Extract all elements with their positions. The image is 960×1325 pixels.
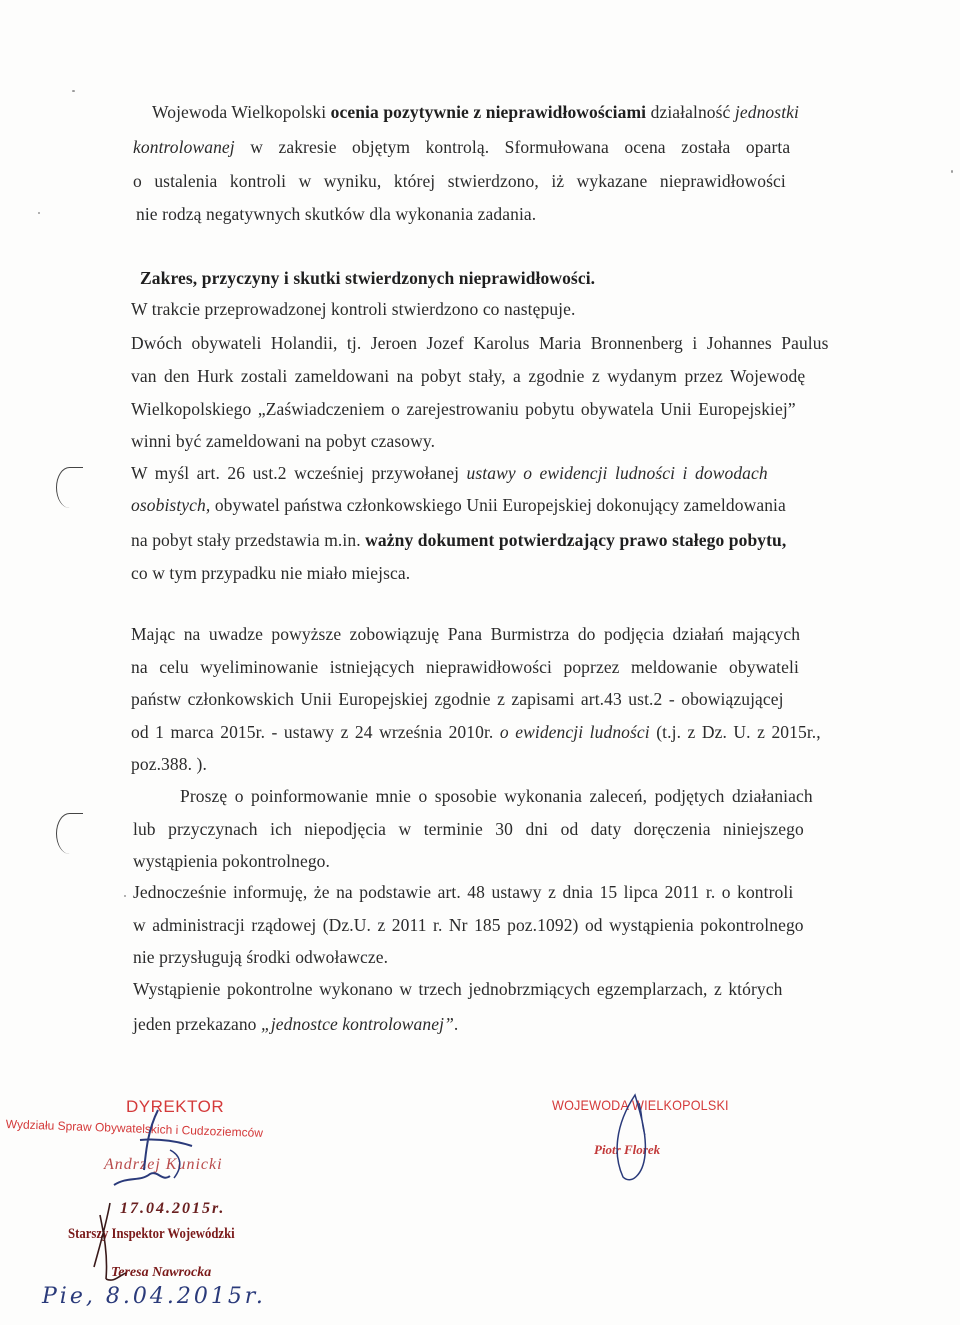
director-signature	[100, 1090, 280, 1210]
text: w zakresie objętym kontrolą. Sformułowana ocena została oparta	[234, 137, 791, 157]
text: od 1 marca 2015r. - ustawy z 24 września 2010r.	[131, 722, 500, 742]
bold-text: ważny dokument potwierdzający prawo stałego pobytu,	[365, 530, 787, 550]
text: poz.388. ).	[131, 754, 207, 774]
voivode-stamp-title: WOJEWODA WIELKOPOLSKI	[552, 1097, 729, 1113]
scan-speck	[72, 90, 75, 92]
italic-text: jednostki	[734, 102, 799, 122]
text: Dwóch obywateli Holandii, tj. Jeroen Jozef Karolus Maria Bronnenberg i Johannes Paulus	[131, 333, 829, 353]
voivode-signature	[595, 1085, 685, 1195]
text: .	[453, 1014, 459, 1034]
text: jeden przekazano	[133, 1014, 262, 1034]
paragraph-4-line-4	[131, 562, 410, 584]
text: państw członkowskich Unii Europejskiej zgodnie z zapisami art.43 ust.2 - obowiązującej	[131, 689, 784, 709]
inspector-stamp-name: Teresa Nawrocka	[111, 1265, 212, 1280]
text: na celu wyeliminowanie istniejących nieprawidłowości poprzez meldowanie obywateli	[131, 657, 799, 677]
text: wystąpienia pokontrolnego.	[133, 851, 331, 871]
paragraph-1-line-1	[152, 101, 799, 123]
paragraph-8-line-1	[133, 978, 783, 1000]
paragraph-6-line-3	[133, 850, 330, 872]
director-stamp-title: DYREKTOR	[126, 1097, 225, 1116]
handwritten-date-2: Pie, 8.04.2015r.	[42, 1284, 266, 1309]
heading-text: Zakres, przyczyny i skutki stwierdzonych nieprawidłowości.	[140, 268, 596, 288]
paragraph-5-line-5	[131, 753, 207, 775]
paragraph-2	[131, 298, 575, 320]
paragraph-5-line-2	[131, 656, 799, 678]
text: nie rodzą negatywnych skutków dla wykonania zadania.	[136, 204, 537, 224]
paragraph-5-line-4	[131, 721, 821, 743]
punch-hole-mark-bottom	[56, 813, 83, 854]
paragraph-8-line-2	[133, 1013, 458, 1035]
italic-text: kontrolowanej	[133, 137, 235, 157]
text: o ustalenia kontroli w wyniku, której stwierdzono, iż wykazane nieprawidłowości	[133, 171, 786, 191]
text: nie przysługują środki odwoławcze.	[133, 947, 389, 967]
paragraph-6-line-2	[133, 818, 804, 840]
paragraph-1-line-3	[133, 170, 786, 192]
paragraph-4-line-1	[131, 462, 768, 484]
paragraph-5-line-1	[131, 623, 800, 645]
text: Wielkopolskiego „Zaświadczeniem o zarejestrowaniu pobytu obywatela Unii Europejskiej”	[131, 399, 796, 419]
text: Mając na uwadze powyższe zobowiązuję Pana Burmistrza do podjęcia działań mających	[131, 624, 801, 644]
paragraph-6-line-1	[180, 785, 813, 807]
italic-text: o ewidencji ludności	[499, 722, 650, 742]
paragraph-3-line-4	[131, 430, 435, 452]
scan-speck	[951, 170, 953, 173]
paragraph-3-line-3	[131, 398, 796, 420]
text: Wojewoda Wielkopolski	[152, 102, 331, 122]
paragraph-7-line-1	[133, 881, 793, 903]
paragraph-3-line-1	[131, 332, 829, 354]
italic-text: ustawy o ewidencji ludności i dowodach	[466, 463, 768, 483]
text: Proszę o poinformowanie mnie o sposobie wykonania zaleceń, podjętych działaniach	[180, 786, 813, 806]
text: W myśl art. 26 ust.2 wcześniej przywołanej	[131, 463, 467, 483]
paragraph-4-line-2	[131, 494, 786, 516]
paragraph-1-line-4	[136, 203, 536, 225]
section-heading	[140, 267, 595, 289]
paragraph-7-line-2	[133, 914, 804, 936]
director-stamp-name: Andrzej Kunicki	[104, 1156, 223, 1173]
text: Jednocześnie informuję, że na podstawie art. 48 ustawy z dnia 15 lipca 2011 r. o kontroli	[133, 882, 794, 902]
paragraph-1-line-2	[133, 136, 839, 158]
text: na pobyt stały przedstawia m.in.	[131, 530, 366, 550]
text: obywatel państwa członkowskiego Unii Europejskiej dokonujący zameldowania	[210, 495, 786, 515]
director-stamp-department: Wydziału Spraw Obywatelskich i Cudzoziemców	[5, 1117, 264, 1140]
punch-hole-mark-top	[56, 467, 83, 508]
inspector-stamp-title: Starszy Inspektor Wojewódzki	[68, 1226, 235, 1242]
text: co w tym przypadku nie miało miejsca.	[131, 563, 411, 583]
italic-text: „jednostce kontrolowanej”	[261, 1014, 454, 1034]
handwritten-date-1: 17.04.2015r.	[120, 1200, 226, 1217]
paragraph-3-line-2	[131, 365, 805, 387]
voivode-stamp-name: Piotr Florek	[594, 1142, 661, 1157]
text: van den Hurk zostali zameldowani na pobyt stały, a zgodnie z wydanym przez Wojewodę	[131, 366, 806, 386]
scan-speck	[124, 895, 126, 897]
bold-text: ocenia pozytywnie z nieprawidłowościami	[330, 102, 647, 122]
inspector-signature	[70, 1195, 160, 1295]
paragraph-7-line-3	[133, 946, 388, 968]
italic-text: osobistych,	[131, 495, 211, 515]
text: (t.j. z Dz. U. z 2015r.,	[649, 722, 821, 742]
scan-speck	[38, 212, 40, 214]
text: działalność	[646, 102, 735, 122]
text: lub przyczynach ich niepodjęcia w terminie 30 dni od daty doręczenia niniejszego	[133, 819, 804, 839]
text: Wystąpienie pokontrolne wykonano w trzech jednobrzmiących egzemplarzach, z których	[133, 979, 783, 999]
paragraph-5-line-3	[131, 688, 784, 710]
text: winni być zameldowani na pobyt czasowy.	[131, 431, 436, 451]
text: w administracji rządowej (Dz.U. z 2011 r. Nr 185 poz.1092) od wystąpienia pokontrolnego	[133, 915, 804, 935]
text: W trakcie przeprowadzonej kontroli stwierdzono co następuje.	[131, 299, 576, 319]
paragraph-4-line-3	[131, 529, 786, 551]
